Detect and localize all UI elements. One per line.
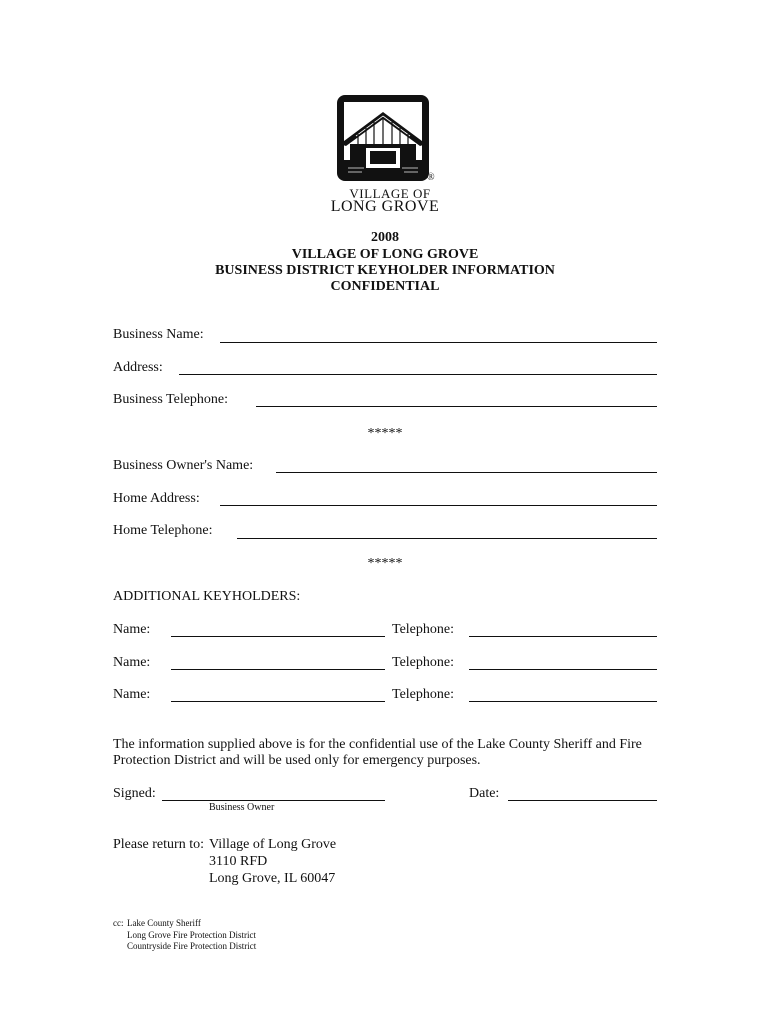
separator-2: ***** xyxy=(367,556,403,571)
additional-keyholders-heading: ADDITIONAL KEYHOLDERS: xyxy=(113,589,301,604)
keyholder-3-telephone-field[interactable] xyxy=(469,701,657,702)
keyholder-2-telephone-label: Telephone: xyxy=(392,655,454,670)
registered-mark: ® xyxy=(427,172,435,183)
return-address-line-2: 3110 RFD xyxy=(209,854,268,869)
logo-text-line1: VILLAGE OF xyxy=(349,186,431,201)
page-title: BUSINESS DISTRICT KEYHOLDER INFORMATION xyxy=(215,263,555,278)
cc-line-2: Long Grove Fire Protection District xyxy=(127,930,256,940)
business-telephone-field[interactable] xyxy=(256,406,657,407)
business-owner-caption: Business Owner xyxy=(209,802,275,813)
keyholder-3-name-label: Name: xyxy=(113,687,151,702)
keyholder-1-telephone-label: Telephone: xyxy=(392,622,454,637)
signed-label: Signed: xyxy=(113,786,156,801)
date-label: Date: xyxy=(469,786,500,801)
header-org: VILLAGE OF LONG GROVE xyxy=(291,247,479,262)
home-telephone-field[interactable] xyxy=(237,538,657,539)
village-logo xyxy=(336,94,436,184)
keyholder-2-telephone-field[interactable] xyxy=(469,669,657,670)
covered-bridge-icon xyxy=(336,94,436,184)
owner-name-field[interactable] xyxy=(276,472,657,473)
keyholder-1-telephone-field[interactable] xyxy=(469,636,657,637)
address-label: Address: xyxy=(113,360,163,375)
cc-label: cc: xyxy=(113,918,124,928)
business-name-label: Business Name: xyxy=(113,327,204,342)
home-address-label: Home Address: xyxy=(113,491,200,506)
date-field[interactable] xyxy=(508,800,657,801)
business-name-field[interactable] xyxy=(220,342,657,343)
home-telephone-label: Home Telephone: xyxy=(113,523,213,538)
keyholder-1-name-label: Name: xyxy=(113,622,151,637)
address-field[interactable] xyxy=(179,374,657,375)
keyholder-3-name-field[interactable] xyxy=(171,701,385,702)
return-to-label: Please return to: xyxy=(113,837,204,852)
keyholder-1-name-field[interactable] xyxy=(171,636,385,637)
return-address-line-3: Long Grove, IL 60047 xyxy=(209,871,336,886)
cc-line-1: Lake County Sheriff xyxy=(127,918,201,928)
notice-line-2: Protection District and will be used only for emergency purposes. xyxy=(113,753,481,768)
keyholder-2-name-field[interactable] xyxy=(171,669,385,670)
logo-text-line2: LONG GROVE xyxy=(330,198,440,215)
keyholder-3-telephone-label: Telephone: xyxy=(392,687,454,702)
home-address-field[interactable] xyxy=(220,505,657,506)
return-address-line-1: Village of Long Grove xyxy=(209,837,337,852)
signature-field[interactable] xyxy=(162,800,385,801)
business-telephone-label: Business Telephone: xyxy=(113,392,229,407)
owner-name-label: Business Owner's Name: xyxy=(113,458,254,473)
header-year: 2008 xyxy=(371,230,399,245)
notice-line-1: The information supplied above is for the confidential use of the Lake County Sheriff and Fire xyxy=(113,737,642,752)
header-confidential: CONFIDENTIAL xyxy=(330,279,440,294)
keyholder-2-name-label: Name: xyxy=(113,655,151,670)
separator-1: ***** xyxy=(367,426,403,441)
cc-line-3: Countryside Fire Protection District xyxy=(127,941,257,951)
